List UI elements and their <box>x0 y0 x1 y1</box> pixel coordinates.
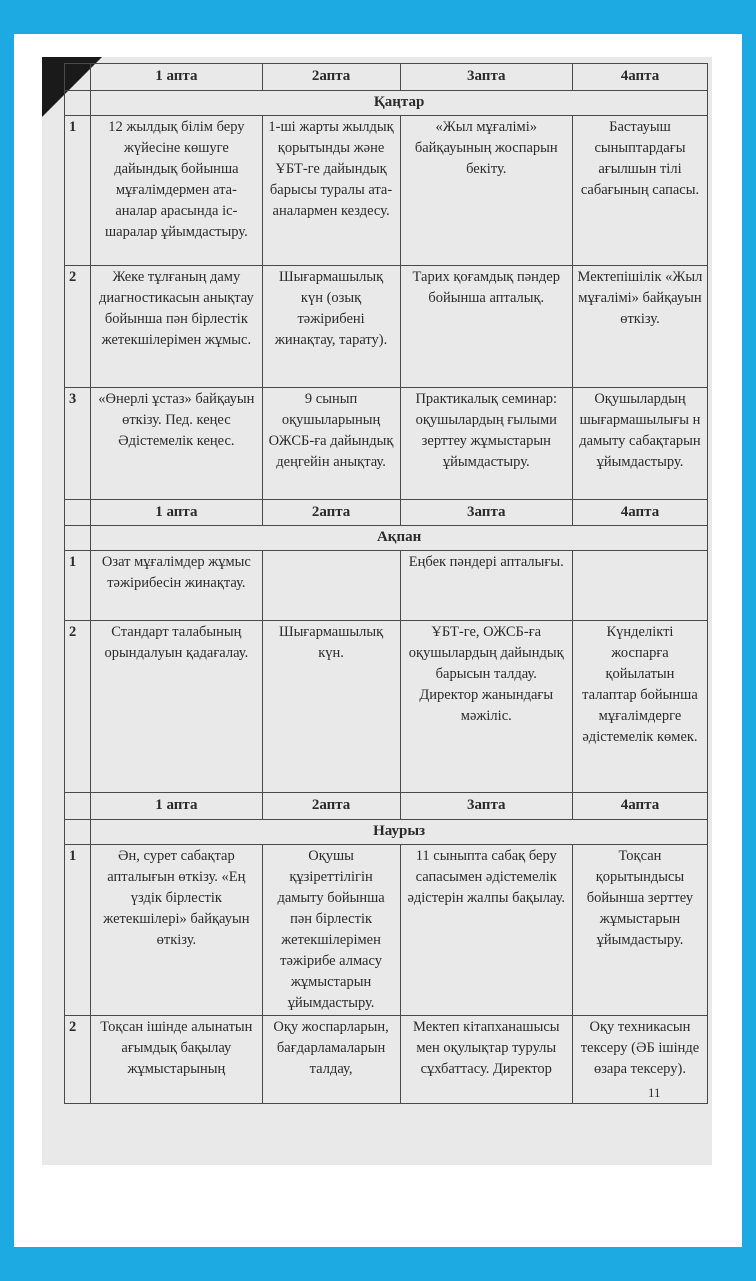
month-title: Ақпан <box>91 526 708 551</box>
table-cell: 11 сыныпта сабақ беру сапасымен әдістемелік әдістерін жалпы бақылау. <box>400 844 572 1015</box>
table-row <box>65 551 708 621</box>
table-cell: Тарих қоғамдық пәндер бойынша апталық. <box>400 265 572 387</box>
week-header: 1 апта <box>91 64 262 91</box>
table-cell: «Жыл мұғалімі» байқауының жоспарын бекіту. <box>400 115 572 265</box>
row-number: 1 <box>65 844 91 1015</box>
table-cell: «Өнерлі ұстаз» байқауын өткізу. Пед. кеңес Әдістемелік кеңес. <box>91 387 262 499</box>
table-cell: 1-ші жарты жылдық қорытынды және ҰБТ-ге дайындық барысы туралы ата-аналармен кездесу. <box>262 115 400 265</box>
table-cell: Жеке тұлғаның даму диагностикасын анықтау бойынша пән бірлестік жетекшілерімен жұмыс. <box>91 265 262 387</box>
table-cell: 9 сынып оқушыларының ОЖСБ-ға дайындық деңгейін анықтау. <box>262 387 400 499</box>
week-header: 3апта <box>400 64 572 91</box>
week-header: 3апта <box>400 793 572 820</box>
table-cell: Шығармашылық күн. <box>262 621 400 793</box>
table-cell <box>572 551 707 621</box>
table-row <box>65 387 708 499</box>
row-number: 1 <box>65 551 91 621</box>
week-header: 3апта <box>400 499 572 526</box>
month-corner <box>65 90 91 115</box>
week-header-row <box>65 499 708 526</box>
month-corner <box>65 526 91 551</box>
table-cell: Оқу техникасын тексеру (ӘБ ішінде өзара тексеру). <box>572 1015 707 1103</box>
week-header: 1 апта <box>91 793 262 820</box>
week-header: 2апта <box>262 64 400 91</box>
table-cell: Мектепішілік «Жыл мұғалімі» байқауын өткізу. <box>572 265 707 387</box>
table-cell: Бастауыш сыныптардағы ағылшын тілі сабағының сапасы. <box>572 115 707 265</box>
table-cell: Стандарт талабының орындалуын қадағалау. <box>91 621 262 793</box>
table-cell: Оқушы құзіреттілігін дамыту бойынша пән бірлестік жетекшілерімен тәжірибе алмасу жұмыстарын ұйымдастыру. <box>262 844 400 1015</box>
header-corner <box>65 64 91 91</box>
month-title: Наурыз <box>91 819 708 844</box>
table-cell: ҰБТ-ге, ОЖСБ-ға оқушылардың дайындық барысын талдау. Директор жанындағы мәжіліс. <box>400 621 572 793</box>
table-row <box>65 1015 708 1103</box>
row-number: 1 <box>65 115 91 265</box>
table-cell: Практикалық семинар: оқушылардың ғылыми зерттеу жұмыстарын ұйымдастыру. <box>400 387 572 499</box>
month-row <box>65 819 708 844</box>
week-header-row <box>65 64 708 91</box>
week-header: 4апта <box>572 793 707 820</box>
table-cell: Тоқсан қорытындысы бойынша зерттеу жұмыстарын ұйымдастыру. <box>572 844 707 1015</box>
table-cell: Ән, сурет сабақтар апталығын өткізу. «Ең үздік бірлестік жетекшілері» байқауын өткізу. <box>91 844 262 1015</box>
month-row <box>65 90 708 115</box>
table-cell: Оқушылардың шығармашылығы н дамыту сабақтарын ұйымдастыру. <box>572 387 707 499</box>
week-header: 1 апта <box>91 499 262 526</box>
table-cell: Шығармашылық күн (озық тәжірибені жинақтау, тарату). <box>262 265 400 387</box>
table-cell <box>262 551 400 621</box>
table-cell: Еңбек пәндері апталығы. <box>400 551 572 621</box>
schedule-table <box>64 63 708 1104</box>
table-cell: 12 жылдық білім беру жүйесіне көшуге дайындық бойынша мұғалімдермен ата-аналар арасында іс-шаралар ұйымдастыру. <box>91 115 262 265</box>
week-header: 2апта <box>262 793 400 820</box>
table-cell: Күнделікті жоспарға қойылатын талаптар бойынша мұғалімдерге әдістемелік көмек. <box>572 621 707 793</box>
document-photo <box>42 57 712 1165</box>
table-row <box>65 115 708 265</box>
table-cell: Тоқсан ішінде алынатын ағымдық бақылау жұмыстарының <box>91 1015 262 1103</box>
page-number: 11 <box>648 1085 661 1100</box>
week-header-row <box>65 793 708 820</box>
row-number: 2 <box>65 265 91 387</box>
table-row <box>65 844 708 1015</box>
table-row <box>65 265 708 387</box>
week-header: 4апта <box>572 499 707 526</box>
week-header: 4апта <box>572 64 707 91</box>
month-corner <box>65 819 91 844</box>
header-corner <box>65 793 91 820</box>
table-cell: Мектеп кітапханашысы мен оқулықтар турулы сұхбаттасу. Директор <box>400 1015 572 1103</box>
month-title: Қаңтар <box>91 90 708 115</box>
table-cell: Озат мұғалімдер жұмыс тәжірибесін жинақтау. <box>91 551 262 621</box>
table-row <box>65 621 708 793</box>
table-cell: Оқу жоспарларын, бағдарламаларын талдау, <box>262 1015 400 1103</box>
week-header: 2апта <box>262 499 400 526</box>
row-number: 3 <box>65 387 91 499</box>
month-row <box>65 526 708 551</box>
row-number: 2 <box>65 621 91 793</box>
row-number: 2 <box>65 1015 91 1103</box>
header-corner <box>65 499 91 526</box>
